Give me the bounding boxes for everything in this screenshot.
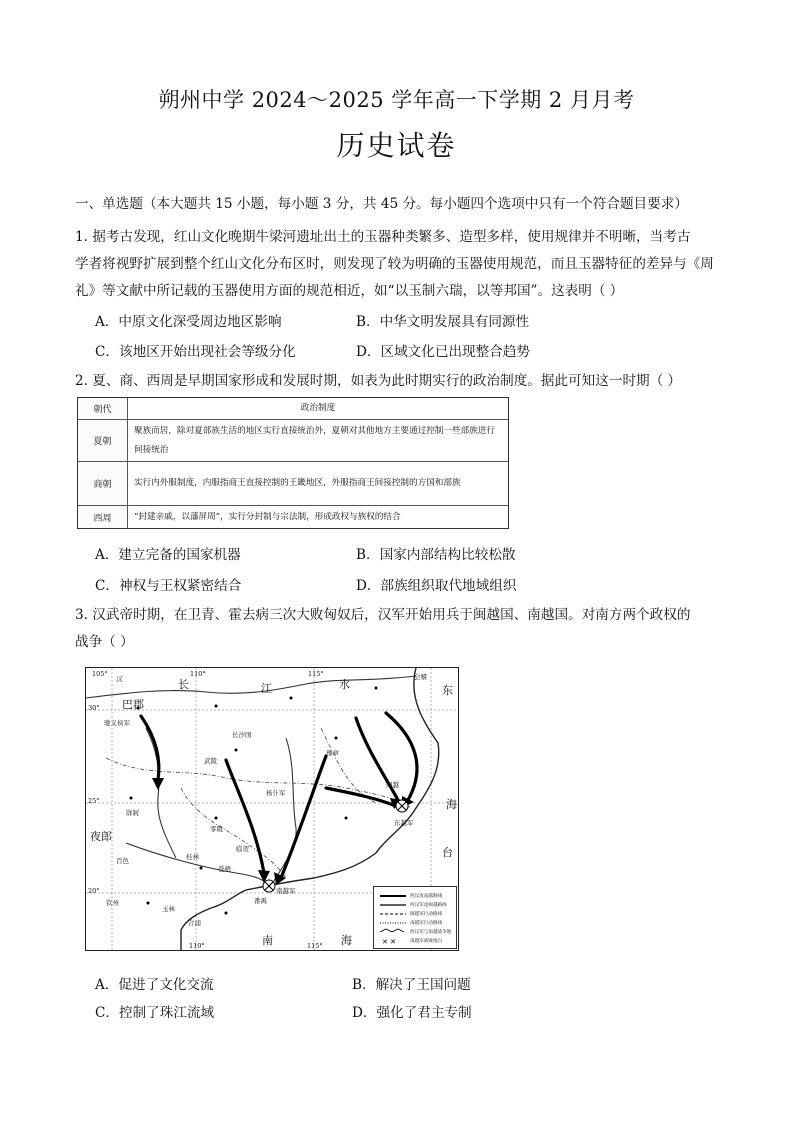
latitude-label: 20° [88,887,100,895]
q3-stem-line-2: 战争（ ） [75,634,134,650]
place-label: 牂牁 [126,809,139,817]
place-label: 零陵 [210,825,223,833]
q1-stem-line-3: 礼》等文献中所记载的玉器使用方面的规范相近，如“以玉制六瑞，以等邦国”。这表明（ ） [75,283,624,299]
subject-title: 历史试卷 [336,129,457,162]
place-label: 汉 [116,675,123,683]
region-label: 台 [442,846,453,859]
table-row [78,505,508,528]
place-label: 合浦 [188,919,201,927]
longitude-label: 110° [190,670,206,678]
q1-option-d: D．区域文化已出现整合趋势 [356,344,531,360]
table-header-system: 政治制度 [300,403,336,413]
region-label: 长 [178,678,189,691]
school-exam-title: 朔州中学 2024～2025 学年高一下学期 2 月月考 [158,88,635,112]
place-label: 闽越 [386,781,399,789]
place-label: 豫章 [326,749,339,757]
q3-option-a: A．促进了文化交流 [95,977,214,993]
table-row [78,419,508,461]
map-legend [373,886,457,949]
table-cell-system: 聚族而居，除对夏部族生活的地区实行直接统治外，夏朝对其他地方主要通过控制一些部族进行间接统治 [134,425,495,455]
q1-stem-line-2: 学者将视野扩展到整个红山文化分布区时，则发现了较为明确的玉器使用规范，而且玉器特征的差异与《周 [75,256,714,272]
place-label: 长沙国 [232,731,252,739]
region-label: 东 [442,684,453,697]
table-header-dynasty: 朝代 [78,398,128,419]
region-label: 巴郡 [122,698,144,711]
place-label: 钦州 [106,899,119,907]
political-system-table [77,397,509,529]
place-label: 桂林 [186,853,199,861]
table-cell-dynasty: 夏朝 [78,420,128,461]
table-cell-system: 实行内外服制度，内服指商王直接控制的王畿地区，外服指商王间接控制的方国和部族 [134,478,461,488]
place-label: 会稽 [414,673,427,681]
section-instruction: 一、单选题（本大题共 15 小题，每小题 3 分，共 45 分。每小题四个选项中只有一个符合题目要求） [75,196,688,212]
q1-stem-line-1: 1. 据考古发现，红山文化晚期牛梁河遗址出土的玉器种类繁多、造型多样，使用规律并不明晰，当考古 [75,229,691,245]
longitude-label: 115° [307,942,323,950]
legend-item: 西汉军攻闽越路线 [410,903,447,908]
region-label: 海 [446,798,457,811]
place-label: 番禺 [254,897,267,905]
region-label: 夜郎 [90,830,112,843]
q1-option-a: A．中原文化深受周边地区影响 [95,314,282,330]
table-row [78,461,508,505]
legend-item: 南越军行动路线 [410,921,443,926]
q3-option-d: D．强化了君主专制 [352,1005,472,1021]
table-cell-dynasty: 商朝 [78,462,128,505]
q1-option-b: B．中华文明发展具有同源性 [356,314,530,330]
longitude-label: 115° [308,670,324,678]
q3-stem-line-1: 3. 汉武帝时期，在卫青、霍去病三次大败匈奴后，汉军开始用兵于闽越国、南越国。对南方两个政权的 [75,607,691,623]
place-label: 玉林 [162,905,175,913]
q2-stem: 2. 夏、商、西周是早期国家形成和发展时期，如表为此时期实行的政治制度。据此可知这一时期（ ） [75,373,682,389]
legend-item: 南越军战败地点 [410,939,443,944]
place-label: 临贺 [236,845,249,853]
place-label: 百色 [116,857,129,865]
place-label: 武陵 [204,757,217,765]
place-label: 南越军 [276,887,296,895]
longitude-label: 110° [189,942,205,950]
place-label: 驰义侯军 [104,719,130,727]
place-label: 杨仆军 [266,789,286,797]
q3-option-b: B．解决了王国问题 [352,977,471,993]
region-label: 江 [261,682,272,695]
legend-item: 西汉攻南越路线 [410,894,443,899]
han-campaign-map [85,667,459,951]
q3-option-c: C．控制了珠江流域 [95,1005,215,1021]
q2-option-a: A．建立完备的国家机器 [95,547,241,563]
q2-option-c: C．神权与王权紧密结合 [95,578,242,594]
q1-option-c: C．该地区开始出现社会等级分化 [95,344,296,360]
latitude-label: 30° [88,704,100,712]
region-label: 水 [339,678,350,691]
place-label: 东越军 [394,819,414,827]
region-label: 南 [262,934,273,947]
q2-option-d: D．部族组织取代地域组织 [356,578,517,594]
latitude-label: 25° [88,797,100,805]
legend-item: 西汉军与南越战争地 [410,930,452,935]
place-label: 苍梧 [218,865,231,873]
table-header-row [78,398,508,419]
longitude-label: 105° [92,670,108,678]
q2-option-b: B．国家内部结构比较松散 [356,547,516,563]
svg-text:✕ ✕: ✕ ✕ [382,938,396,946]
table-cell-system: “封建亲戚，以藩屏周”，实行分封制与宗法制，形成政权与族权的结合 [134,511,401,522]
region-label: 海 [341,934,352,947]
legend-item: 闽越军行动路线 [410,912,443,917]
table-cell-dynasty: 西周 [78,506,128,528]
